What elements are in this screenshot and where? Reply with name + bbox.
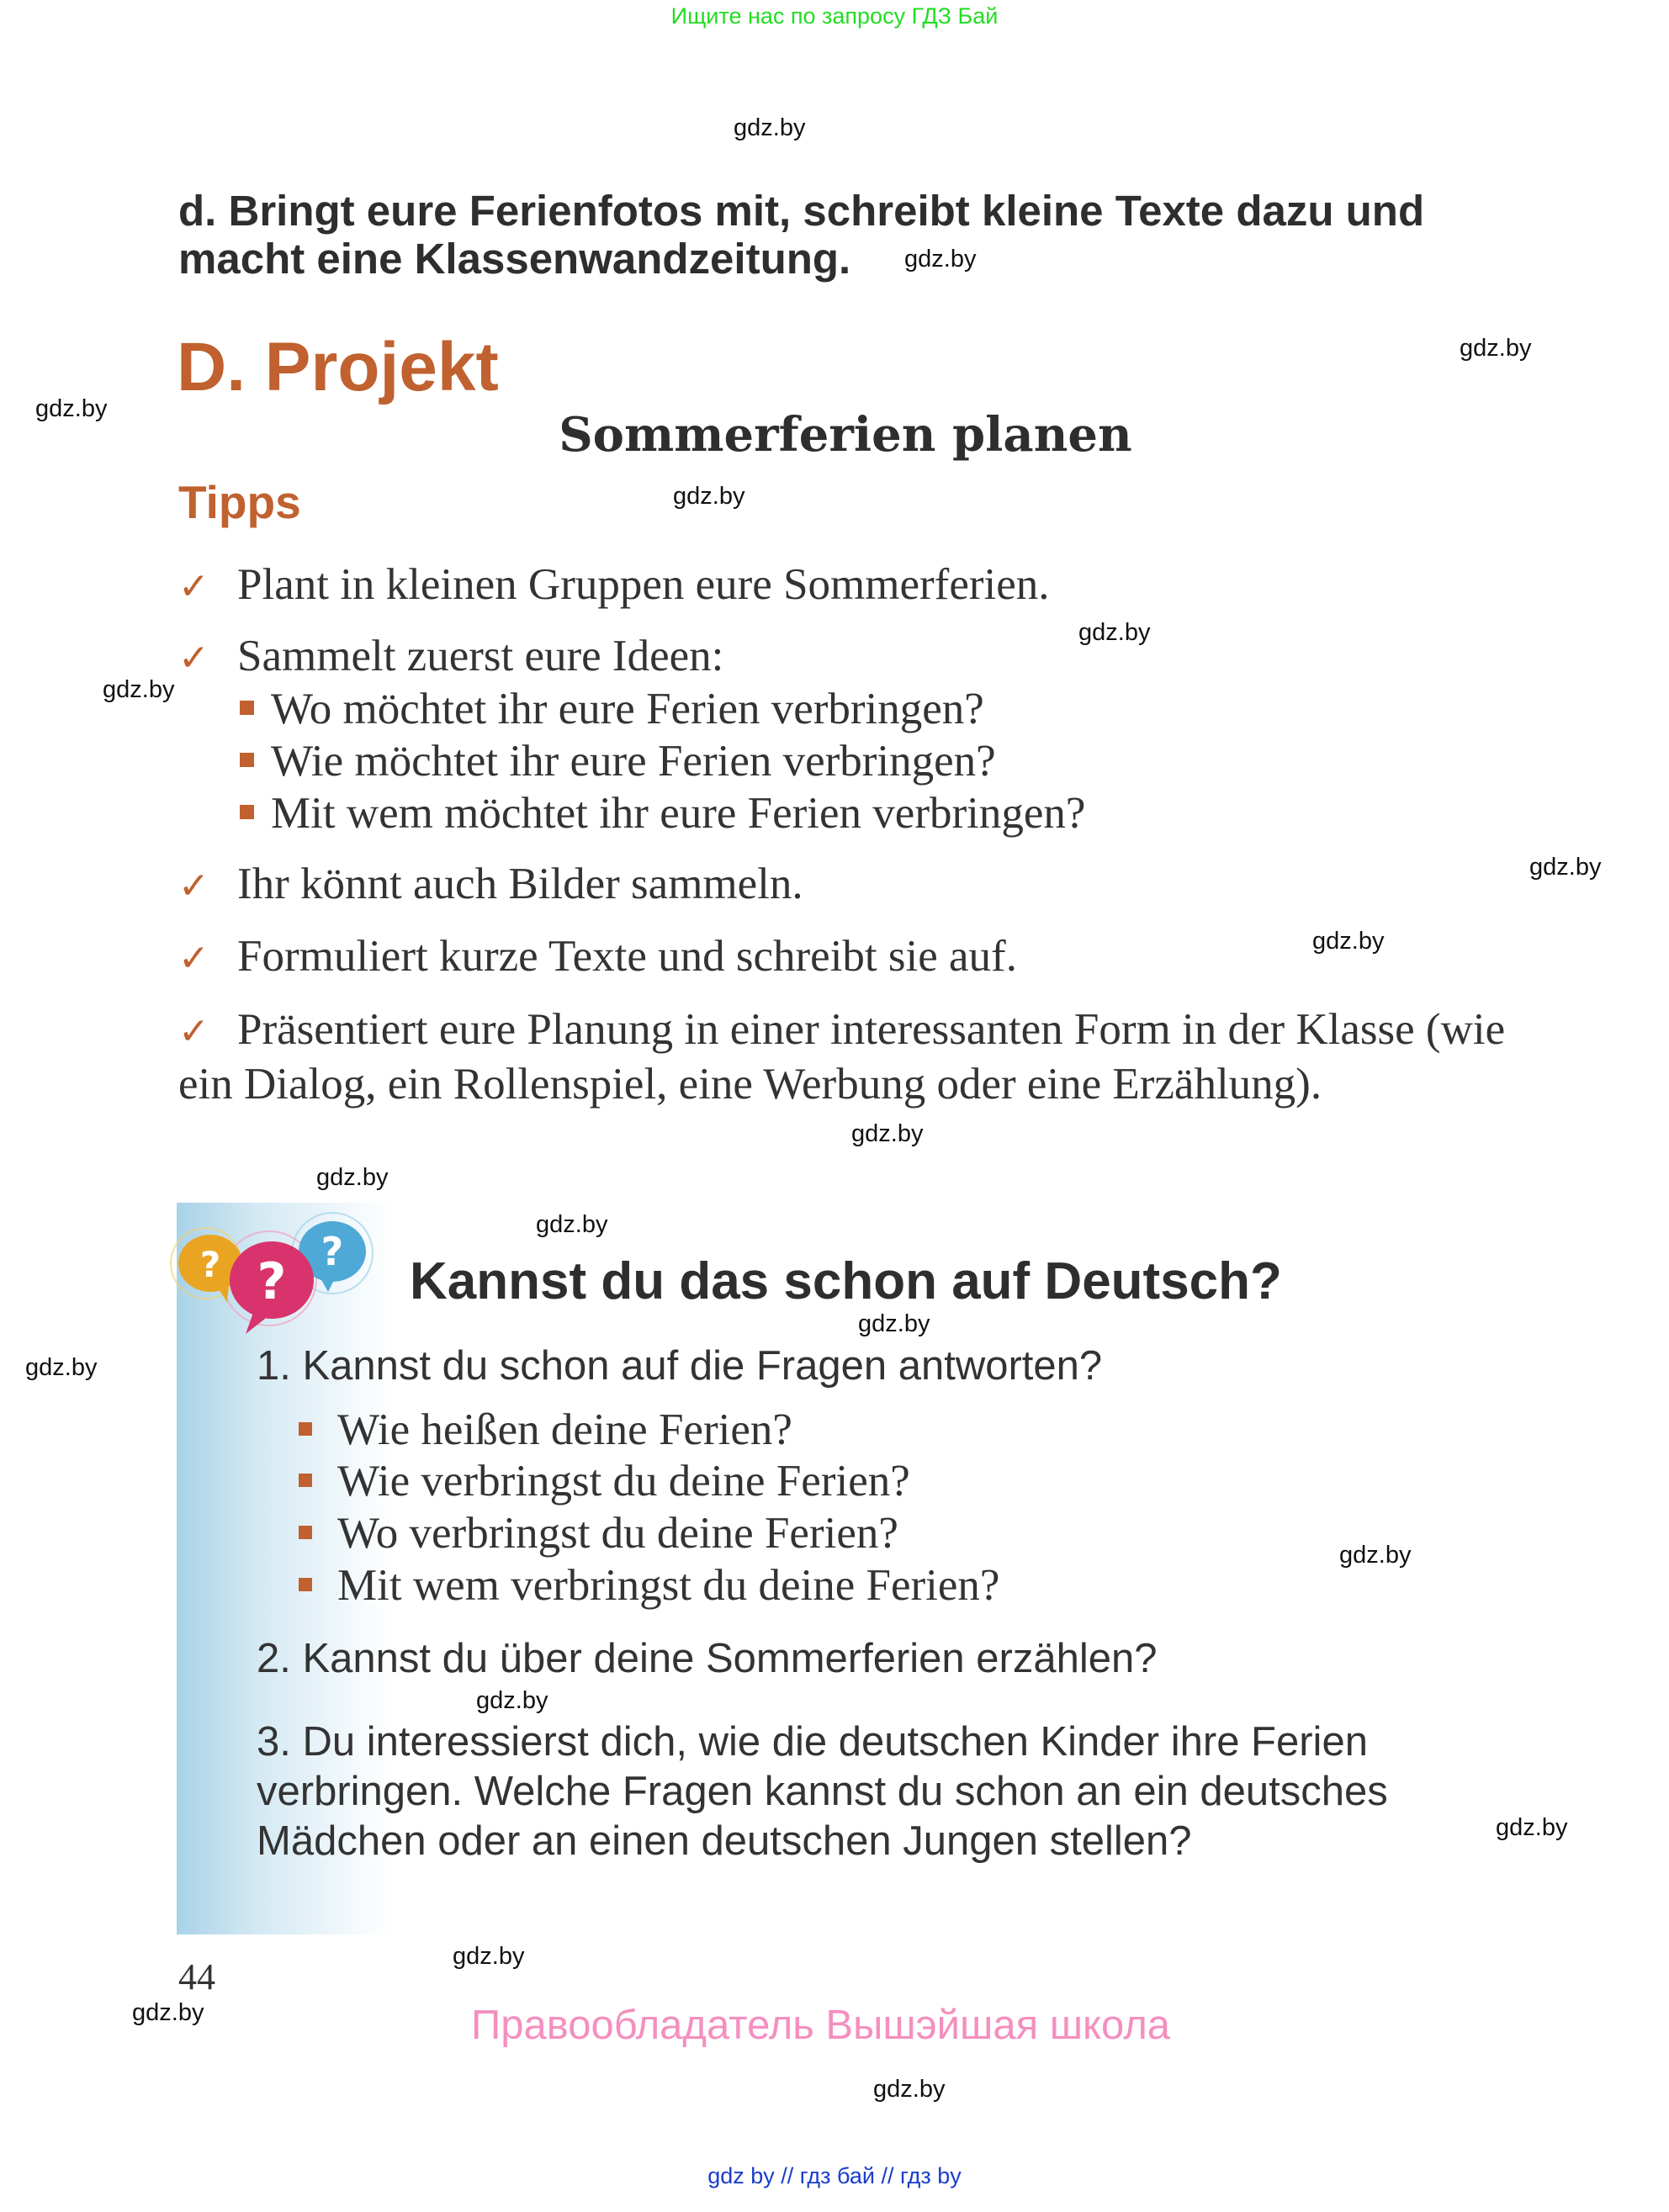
idea-item xyxy=(240,788,1085,839)
watermark: gdz.by xyxy=(35,395,108,422)
question-bubbles-icon xyxy=(160,1211,391,1337)
watermark: gdz.by xyxy=(1078,619,1151,646)
svg-text:?: ? xyxy=(321,1229,344,1274)
tip-text: Präsentiert eure Planung in einer interessanten Form in der Klasse (wie ein Dialog, ein Rollenspiel, eine Werbung oder eine Erzählung). xyxy=(178,1005,1506,1109)
tip-item xyxy=(178,1003,1524,1110)
watermark: gdz.by xyxy=(1312,928,1385,955)
tips-heading: Tipps xyxy=(178,476,301,528)
square-bullet-icon xyxy=(299,1578,312,1591)
tip-item xyxy=(178,931,1017,982)
svg-text:?: ? xyxy=(257,1252,287,1311)
square-bullet-icon xyxy=(240,805,254,819)
question-item-text: Wo verbringst du deine Ferien? xyxy=(337,1509,898,1558)
square-bullet-icon xyxy=(299,1422,312,1436)
idea-text: Mit wem möchtet ihr eure Ferien verbringen? xyxy=(271,789,1086,838)
question-item xyxy=(299,1405,792,1455)
project-subtitle: Sommerferien planen xyxy=(559,407,1132,463)
task-d-text: d. Bringt eure Ferienfotos mit, schreibt kleine Texte dazu und macht eine Klassenwandzeitung. xyxy=(178,187,1425,283)
question-1: 1. Kannst du schon auf die Fragen antworten? xyxy=(257,1343,1103,1389)
tip-text: Sammelt zuerst eure Ideen: xyxy=(237,632,724,680)
question-item-text: Wie verbringst du deine Ferien? xyxy=(337,1457,910,1506)
watermark: gdz.by xyxy=(132,1999,204,2026)
watermark: gdz.by xyxy=(1460,335,1532,362)
watermark: gdz.by xyxy=(858,1310,930,1337)
check-icon: ✓ xyxy=(178,937,209,980)
question-item-text: Wie heißen deine Ferien? xyxy=(337,1405,792,1454)
watermark: gdz.by xyxy=(873,2076,946,2103)
square-bullet-icon xyxy=(299,1526,312,1539)
watermark: gdz.by xyxy=(103,676,175,703)
rights-holder: Правообладатель Вышэйшая школа xyxy=(471,2003,1171,2048)
idea-item xyxy=(240,684,984,734)
watermark: gdz.by xyxy=(1529,854,1602,881)
watermark: gdz.by xyxy=(1496,1814,1568,1841)
tip-item xyxy=(178,631,723,681)
square-bullet-icon xyxy=(240,701,254,715)
watermark: gdz.by xyxy=(734,114,806,141)
page-number: 44 xyxy=(178,1956,215,1998)
watermark: gdz.by xyxy=(316,1164,389,1191)
tip-text: Formuliert kurze Texte und schreibt sie auf. xyxy=(237,932,1017,981)
question-item xyxy=(299,1560,999,1611)
tip-text: Ihr könnt auch Bilder sammeln. xyxy=(237,860,803,908)
check-icon: ✓ xyxy=(178,865,209,908)
self-check-heading: Kannst du das schon auf Deutsch? xyxy=(410,1252,1282,1310)
idea-text: Wie möchtet ihr eure Ferien verbringen? xyxy=(271,737,996,786)
tip-item xyxy=(178,559,1050,610)
square-bullet-icon xyxy=(299,1474,312,1487)
question-item-text: Mit wem verbringst du deine Ferien? xyxy=(337,1561,1000,1610)
watermark: gdz.by xyxy=(851,1120,924,1147)
watermark: gdz.by xyxy=(453,1943,525,1970)
idea-text: Wo möchtet ihr eure Ferien verbringen? xyxy=(271,685,984,733)
check-icon: ✓ xyxy=(178,637,209,680)
watermark: gdz.by xyxy=(536,1211,608,1238)
question-item xyxy=(299,1508,898,1558)
watermark: gdz.by xyxy=(25,1354,98,1381)
watermark: gdz.by xyxy=(904,246,977,273)
check-icon: ✓ xyxy=(178,1010,209,1053)
top-banner: Ищите нас по запросу ГДЗ Бай xyxy=(670,3,999,29)
section-title: D. Projekt xyxy=(177,329,499,405)
square-bullet-icon xyxy=(240,753,254,767)
watermark: gdz.by xyxy=(476,1687,548,1714)
check-icon: ✓ xyxy=(178,565,209,608)
footer-links[interactable]: gdz by // гдз бай // гдз by xyxy=(707,2163,962,2188)
tip-item xyxy=(178,859,803,909)
idea-item xyxy=(240,736,996,786)
question-2: 2. Kannst du über deine Sommerferien erzählen? xyxy=(257,1636,1158,1681)
watermark: gdz.by xyxy=(1339,1542,1412,1569)
svg-text:?: ? xyxy=(199,1244,221,1285)
watermark: gdz.by xyxy=(673,483,745,510)
question-3: 3. Du interessierst dich, wie die deutschen Kinder ihre Ferien verbringen. Welche Fragen kannst du schon an ein deutsches Mädchen oder an einen deutschen Jungen stellen? xyxy=(257,1719,1388,1864)
tip-text: Plant in kleinen Gruppen eure Sommerferien. xyxy=(237,560,1050,609)
question-item xyxy=(299,1456,910,1506)
